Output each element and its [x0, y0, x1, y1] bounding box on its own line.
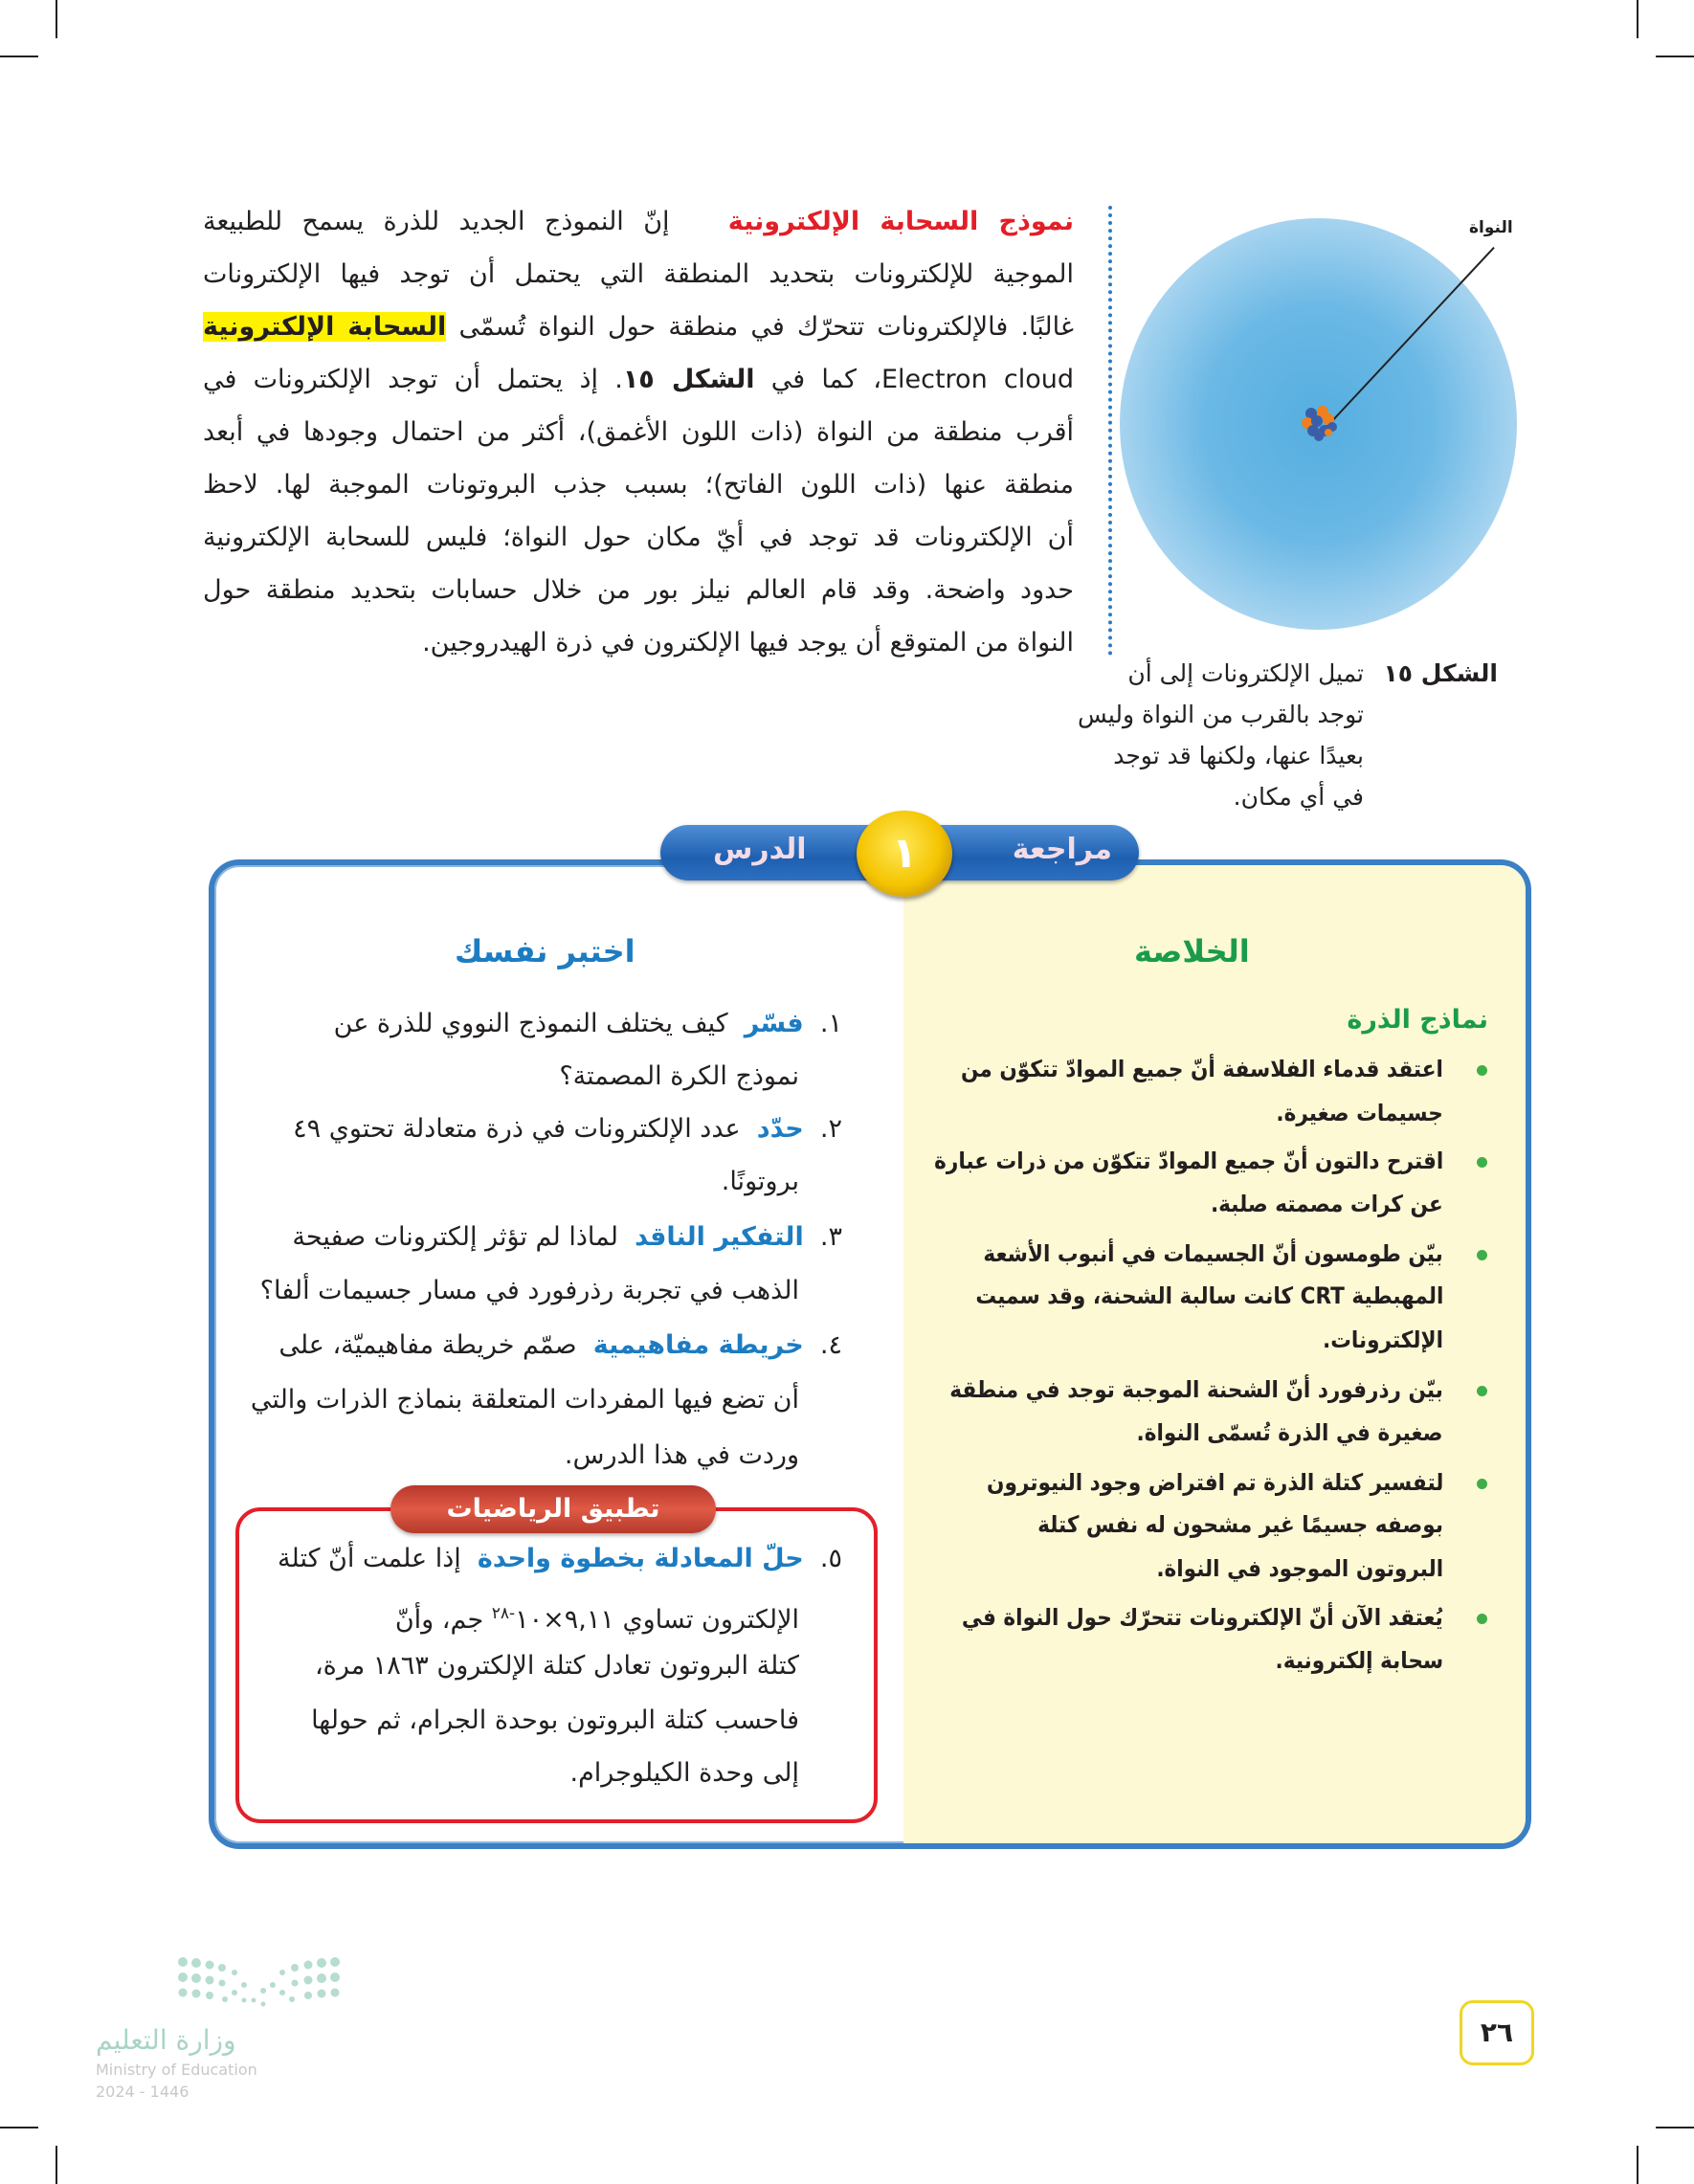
- summary-title: الخلاصة: [1134, 933, 1250, 969]
- question-text: جم، وأنّ: [394, 1605, 484, 1635]
- paragraph-line: [203, 203, 1074, 241]
- paragraph-line: أقرب منطقة من النواة (ذات اللون الأغمق)، أكثر من احتمال وجودها في أبعد: [203, 417, 1074, 447]
- question-number: ١.: [819, 1009, 842, 1038]
- caption-line: تميل الإلكترونات إلى أن: [1127, 659, 1364, 687]
- caption-line: توجد بالقرب من النواة وليس: [1078, 701, 1364, 728]
- exponent: -٢٨: [491, 1604, 516, 1623]
- summary-line: يُعتقد الآن أنّ الإلكترونات تتحرّك حول النواة في: [962, 1604, 1443, 1631]
- crop-mark: [1637, 0, 1638, 38]
- ministry-logo-arabic: وزارة التعليم: [96, 2024, 236, 2056]
- summary-line: بيّن طومسون أنّ الجسيمات في أنبوب الأشعة: [983, 1240, 1443, 1267]
- question-2: [293, 1108, 842, 1150]
- question-text: كيف يختلف النموذج النووي للذرة عن: [333, 1009, 728, 1038]
- question-label: خريطة مفاهيمية: [592, 1330, 804, 1360]
- test-yourself-title: اختبر نفسك: [455, 933, 635, 969]
- crop-mark: [56, 2146, 57, 2184]
- question-number: ٣.: [819, 1222, 842, 1252]
- question-line: كتلة البروتون تعادل كتلة الإلكترون ١٨٦٣ مرة،: [314, 1651, 799, 1681]
- question-text: الإلكترون تساوي ٩,١١×١٠: [515, 1605, 799, 1635]
- banner-review-label: مراجعة: [1012, 833, 1112, 866]
- figure-caption-label: الشكل ١٥: [1383, 659, 1498, 687]
- bullet-icon: [1477, 1157, 1487, 1168]
- summary-line: صغيرة في الذرة تُسمّى النواة.: [1137, 1419, 1443, 1446]
- question-label: حدّد: [756, 1114, 804, 1144]
- page-number: ٢٦: [1460, 2000, 1534, 2065]
- ministry-logo-year: 2024 - 1446: [96, 2083, 189, 2101]
- question-label: حلّ المعادلة بخطوة واحدة: [477, 1544, 804, 1573]
- bullet-icon: [1477, 1250, 1487, 1260]
- question-3: [292, 1216, 842, 1259]
- question-number: ٢.: [819, 1114, 842, 1144]
- question-4: [279, 1325, 842, 1367]
- question-text: إذا علمت أنّ كتلة: [278, 1544, 461, 1573]
- summary-line: البروتون الموجود في النواة.: [1156, 1555, 1443, 1582]
- crop-mark: [0, 56, 38, 57]
- crop-mark: [56, 0, 57, 38]
- paragraph-line: [203, 308, 1074, 346]
- summary-line: المهبطية CRT كانت سالبة الشحنة، وقد سميت: [974, 1282, 1443, 1309]
- question-label: فسّر: [744, 1009, 804, 1038]
- question-number: ٥.: [819, 1544, 842, 1573]
- question-text: عدد الإلكترونات في ذرة متعادلة تحتوي ٤٩: [293, 1114, 741, 1144]
- summary-line: بيّن رذرفورد أنّ الشحنة الموجبة توجد في منطقة: [949, 1376, 1443, 1403]
- summary-line: لتفسير كتلة الذرة تم افتراض وجود النيوترون: [986, 1469, 1443, 1496]
- ministry-logo-english: Ministry of Education: [96, 2061, 257, 2079]
- crop-mark: [0, 2127, 38, 2128]
- figure-reference: الشكل ١٥: [622, 365, 755, 394]
- question-text: لماذا لم تؤثر إلكترونات صفيحة: [292, 1222, 618, 1252]
- paragraph-line: [203, 361, 1074, 399]
- question-label: التفكير الناقد: [635, 1222, 804, 1252]
- lesson-number-badge: ١: [857, 811, 952, 897]
- summary-line: جسيمات صغيرة.: [1276, 1100, 1443, 1126]
- question-line: الذهب في تجربة رذرفورد في مسار جسيمات ألفا؟: [259, 1276, 799, 1305]
- summary-line: اقترح دالتون أنّ جميع الموادّ تتكوّن من ذرات عبارة: [933, 1148, 1443, 1174]
- text: غالبًا. فالإلكترونات تتحرّك في منطقة حول النواة تُسمّى: [458, 312, 1074, 342]
- paragraph-line: الموجية للإلكترونات بتحديد المنطقة التي يحتمل أن توجد فيها الإلكترونات: [203, 259, 1074, 289]
- bullet-icon: [1477, 1479, 1487, 1489]
- question-line: بروتونًا.: [721, 1167, 799, 1196]
- crop-mark: [1656, 56, 1694, 57]
- caption-line: بعيدًا عنها، ولكنها قد توجد: [1113, 742, 1364, 769]
- highlighted-term: السحابة الإلكترونية: [203, 312, 447, 342]
- text: . إذ يحتمل أن توجد الإلكترونات في: [203, 365, 623, 394]
- paragraph-line: حدود واضحة. وقد قام العالم نيلز بور من خلال حسابات بتحديد منطقة حول: [203, 575, 1074, 605]
- bullet-icon: [1477, 1386, 1487, 1396]
- question-number: ٤.: [819, 1330, 842, 1360]
- question-line: فاحسب كتلة البروتون بوحدة الجرام، ثم حولها: [311, 1705, 799, 1735]
- ministry-logo-icon: [175, 1954, 343, 2012]
- summary-subtitle: نماذج الذرة: [1347, 1005, 1488, 1035]
- question-text: صمّم خريطة مفاهيميّة، على: [279, 1330, 577, 1360]
- caption-line: في أي مكان.: [1233, 783, 1364, 811]
- crop-mark: [1637, 2146, 1638, 2184]
- bullet-icon: [1477, 1614, 1487, 1624]
- summary-line: عن كرات مصمته صلبة.: [1211, 1191, 1443, 1217]
- question-line: [278, 1538, 842, 1580]
- column-divider: [1108, 206, 1112, 656]
- question-line: نموذج الكرة المصمتة؟: [559, 1061, 799, 1091]
- summary-line: اعتقد قدماء الفلاسفة أنّ جميع الموادّ تتكوّن من: [961, 1056, 1443, 1082]
- text: ، كما في: [770, 365, 881, 394]
- text: إنّ النموذج الجديد للذرة يسمح للطبيعة: [203, 207, 670, 236]
- nucleus-icon: [1300, 404, 1340, 442]
- question-line: إلى وحدة الكيلوجرام.: [569, 1758, 799, 1788]
- math-application-header: تطبيق الرياضيات: [390, 1485, 716, 1533]
- paragraph-line: أن الإلكترونات قد توجد في أيّ مكان حول النواة؛ فليس للسحابة الإلكترونية: [203, 523, 1074, 552]
- question-line: وردت في هذا الدرس.: [564, 1440, 799, 1470]
- question-line: [395, 1593, 799, 1641]
- nucleus-label: النواة: [1469, 218, 1513, 237]
- section-title: نموذج السحابة الإلكترونية: [727, 207, 1075, 236]
- summary-line: بوصفه جسيمًا غير مشحون له نفس كتلة: [1037, 1511, 1443, 1538]
- banner-lesson-label: الدرس: [713, 833, 807, 866]
- paragraph-line: النواة من المتوقع أن يوجد فيها الإلكترون في ذرة الهيدروجين.: [422, 628, 1074, 657]
- bullet-icon: [1477, 1065, 1487, 1076]
- paragraph-line: منطقة عنها (ذات اللون الفاتح)؛ بسبب جذب البروتونات الموجبة لها. لاحظ: [203, 470, 1074, 500]
- summary-line: الإلكترونات.: [1323, 1326, 1443, 1353]
- crop-mark: [1656, 2127, 1694, 2128]
- english-term: Electron cloud: [880, 365, 1074, 394]
- question-line: أن تضع فيها المفردات المتعلقة بنماذج الذرات والتي: [250, 1385, 799, 1415]
- summary-line: سحابة إلكترونية.: [1275, 1647, 1443, 1674]
- question-1: [334, 1003, 842, 1045]
